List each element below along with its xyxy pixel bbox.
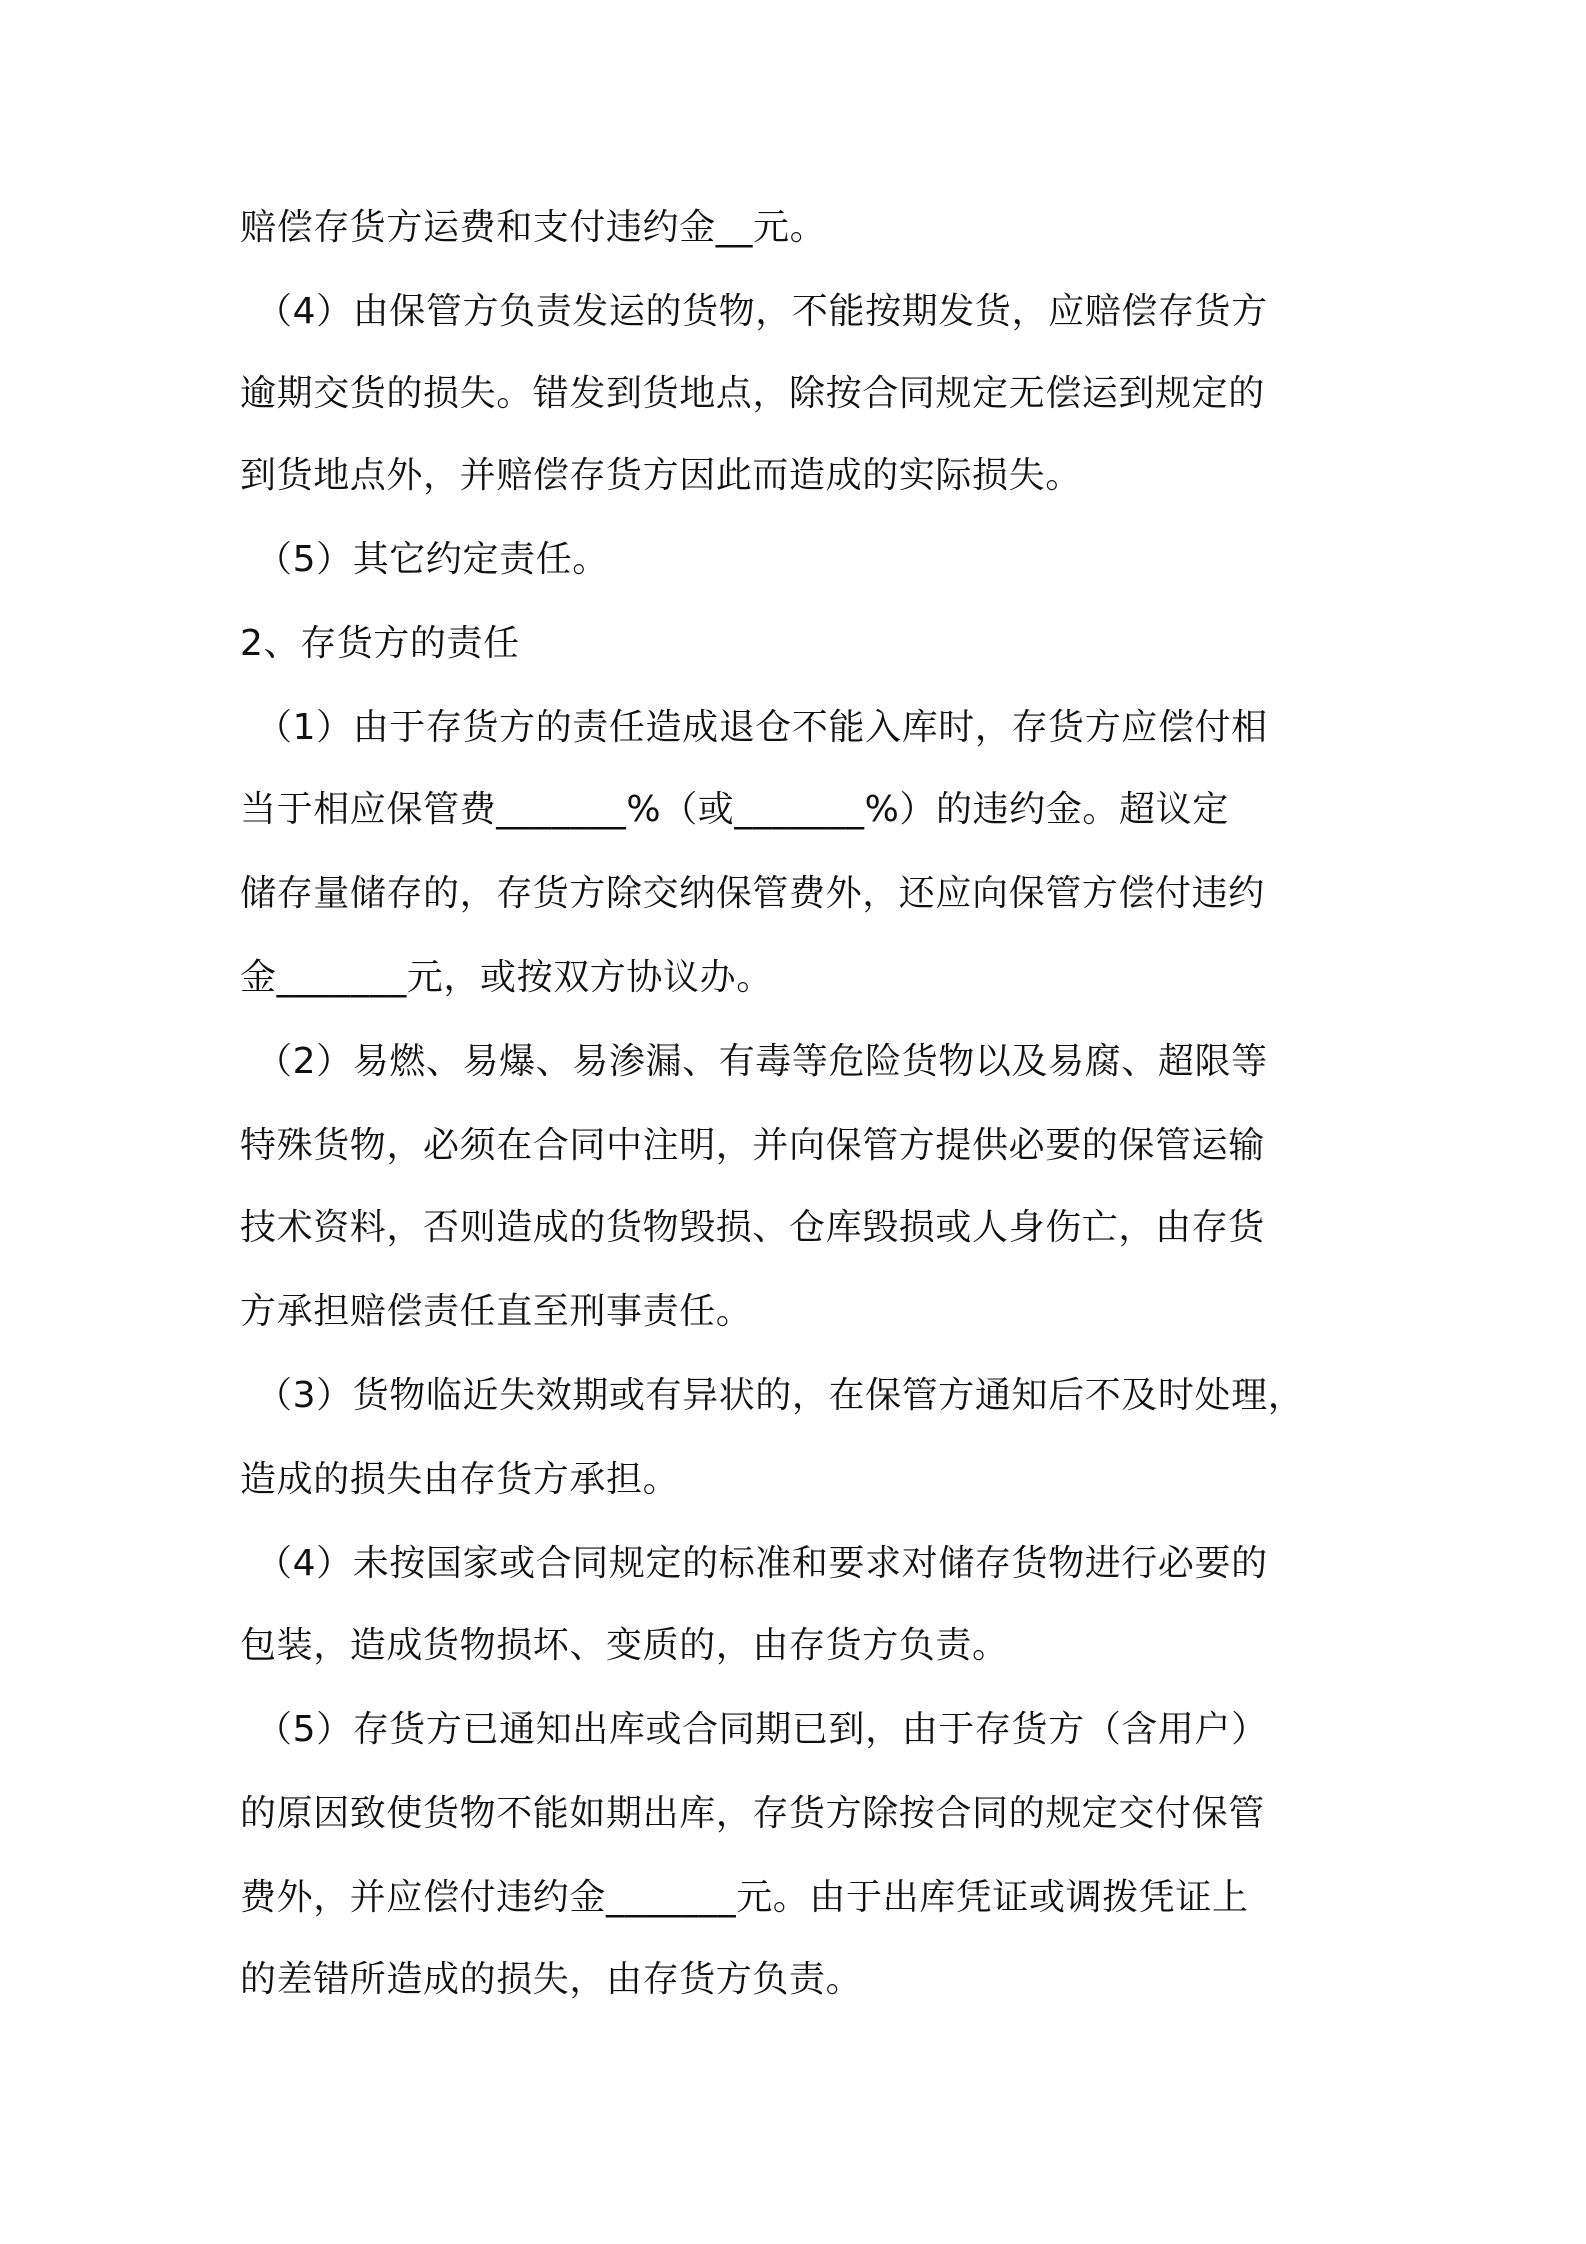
- text-line: 特殊货物，必须在合同中注明，并向保管方提供必要的保管运输: [240, 1125, 1265, 1166]
- text-line: 金_______元，或按双方协议办。: [240, 957, 773, 998]
- text-line: 费外，并应偿付违约金_______元。由于出库凭证或调拨凭证上: [240, 1877, 1249, 1918]
- text-line: 逾期交货的损失。错发到货地点，除按合同规定无偿运到规定的: [240, 373, 1265, 414]
- text-line: 到货地点外，并赔偿存货方因此而造成的实际损失。: [240, 455, 1082, 496]
- text-line: 赔偿存货方运费和支付违约金__元。: [240, 207, 827, 248]
- text-line: 造成的损失由存货方承担。: [240, 1459, 680, 1500]
- text-line: （4）由保管方负责发运的货物，不能按期发货，应赔偿存货方: [256, 291, 1268, 332]
- text-line: 储存量储存的，存货方除交纳保管费外，还应向保管方偿付违约: [240, 873, 1265, 914]
- text-line: （5）存货方已通知出库或合同期已到，由于存货方（含用户）: [256, 1709, 1268, 1750]
- text-line: （5）其它约定责任。: [256, 539, 609, 580]
- text-line: 包装，造成货物损坏、变质的，由存货方负责。: [240, 1625, 1009, 1666]
- text-line: 方承担赔偿责任直至刑事责任。: [240, 1291, 753, 1332]
- text-line: 当于相应保管费_______%（或_______%）的违约金。超议定: [240, 789, 1229, 830]
- text-line: （4）未按国家或合同规定的标准和要求对储存货物进行必要的: [256, 1543, 1268, 1584]
- section-heading: 2、存货方的责任: [240, 623, 520, 664]
- text-line: （3）货物临近失效期或有异状的，在保管方通知后不及时处理，: [256, 1375, 1305, 1416]
- text-line: （1）由于存货方的责任造成退仓不能入库时，存货方应偿付相: [256, 707, 1268, 748]
- text-line: 技术资料，否则造成的货物毁损、仓库毁损或人身伤亡，由存货: [240, 1207, 1265, 1248]
- text-line: 的差错所造成的损失，由存货方负责。: [240, 1959, 863, 2000]
- text-line: （2）易燃、易爆、易渗漏、有毒等危险货物以及易腐、超限等: [256, 1041, 1268, 1082]
- text-line: 的原因致使货物不能如期出库，存货方除按合同的规定交付保管: [240, 1793, 1265, 1834]
